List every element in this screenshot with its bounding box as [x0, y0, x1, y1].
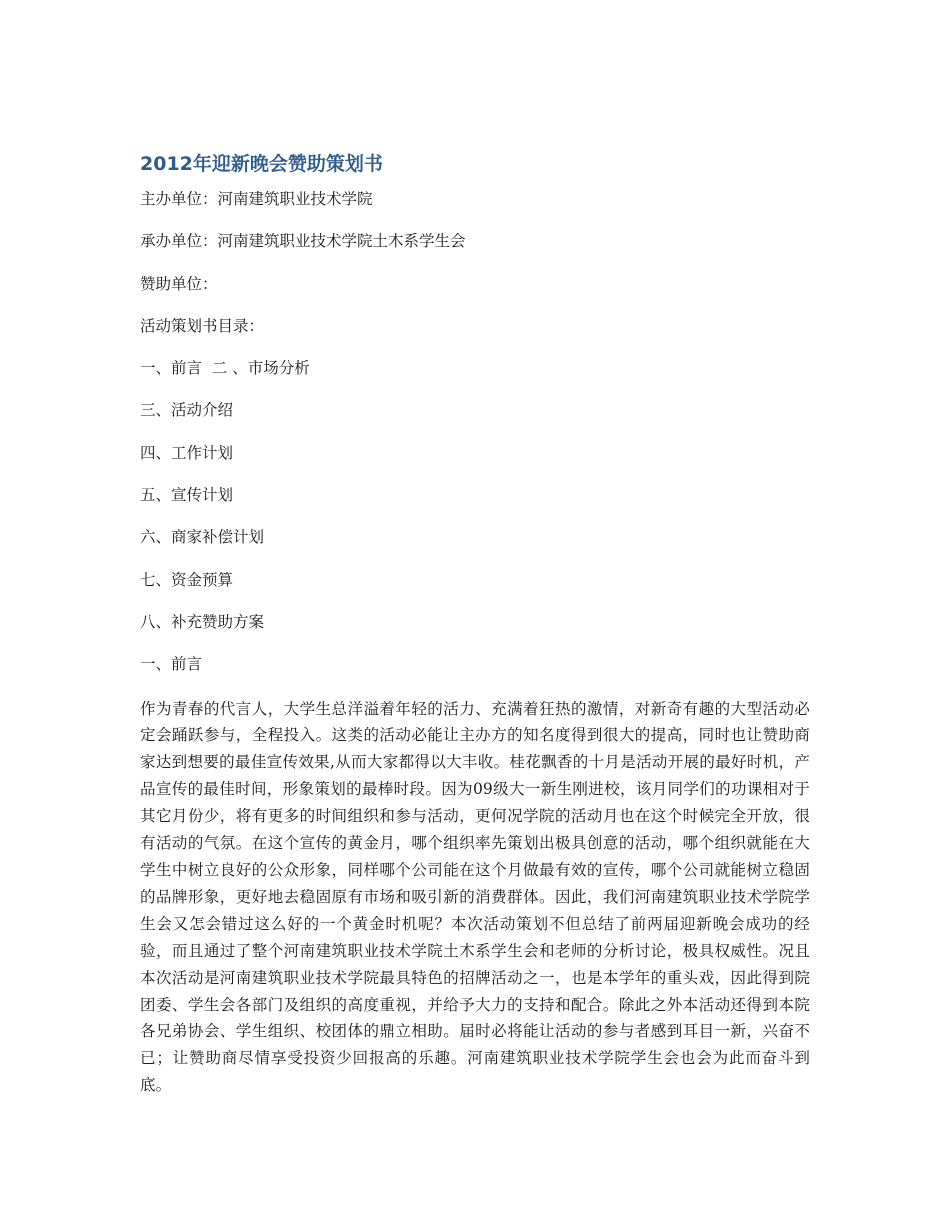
- sponsor-unit: 赞助单位：: [140, 274, 218, 293]
- preface-paragraph: 作为青春的代言人，大学生总洋溢着年轻的活力、充满着狂热的激情，对新奇有趣的大型活动必定会踊跃参与，全程投入。这类的活动必能让主办方的知名度得到很大的提高，同时也让赞助商家达到想要的最佳宣传效果,从而大家都得以大丰收。桂花飘香的十月是活动开展的最好时机，产品宣传的最佳时间，形象策划的最棒时段。因为09级大一新生刚进校，该月同学们的功课相对于其它月份少，将有更多的时间组织和参与活动，更何况学院的活动月也在这个时候完全开放，很有活动的气氛。在这个宣传的黄金月，哪个组织率先策划出极具创意的活动，哪个组织就能在大学生中树立良好的公众形象，同样哪个公司能在这个月做最有效的宣传，哪个公司就能树立稳固的品牌形象，更好地去稳固原有市场和吸引新的消费群体。因此，我们河南建筑职业技术学院学生会又怎会错过这么好的一个黄金时机呢？本次活动策划不但总结了前两届迎新晚会成功的经验，而且通过了整个河南建筑职业技术学院土木系学生会和老师的分析讨论，极具权威性。况且本次活动是河南建筑职业技术学院最具特色的招牌活动之一，也是本学年的重头戏，因此得到院团委、学生会各部门及组织的高度重视，并给予大力的支持和配合。除此之外本活动还得到本院各兄弟协会、学生组织、校团体的鼎立相助。届时必将能让活动的参与者感到耳目一新，兴奋不已；让赞助商尽情享受投资少回报高的乐趣。河南建筑职业技术学院学生会也会为此而奋斗到底。: [140, 699, 810, 1095]
- section-heading: 一、前言: [140, 655, 203, 674]
- toc-item: 四、工作计划: [140, 443, 234, 462]
- toc-item: 六、商家补偿计划: [140, 528, 265, 547]
- toc-item: 五、宣传计划: [140, 486, 234, 505]
- toc-item: 八、补充赞助方案: [140, 612, 265, 631]
- toc-item: 七、资金预算: [140, 570, 234, 589]
- toc-heading: 活动策划书目录：: [140, 316, 265, 335]
- toc-item: 一、前言 二 、市场分析: [140, 359, 310, 378]
- host-unit: 主办单位：河南建筑职业技术学院: [140, 190, 373, 208]
- document-title: 2012年迎新晚会赞助策划书: [140, 153, 383, 175]
- organizer-unit: 承办单位：河南建筑职业技术学院土木系学生会: [140, 232, 466, 251]
- document-page: [140, 150, 810, 1099]
- toc-item: 三、活动介绍: [140, 401, 234, 420]
